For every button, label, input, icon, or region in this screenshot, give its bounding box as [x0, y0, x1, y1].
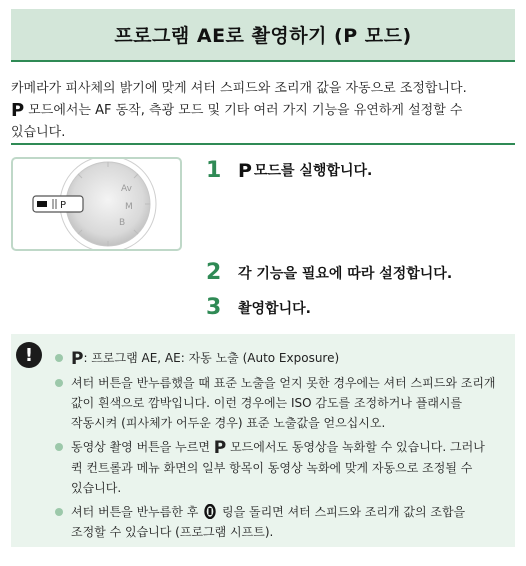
title-bar	[11, 9, 515, 62]
note-list	[55, 348, 507, 546]
caution-icon: !	[16, 342, 42, 368]
p-mode-mark: P	[71, 349, 84, 369]
step-1	[206, 158, 372, 183]
step-3	[206, 295, 311, 320]
note-item: 셔터 버튼을 반누름한 후 링을 돌리면 셔터 스피드와 조리개 값의 조합을 조정할 수 있습니다 (프로그램 시프트).	[55, 502, 507, 542]
bullet-icon	[55, 379, 63, 387]
mode-dial-icon	[13, 159, 180, 249]
bullet-icon	[55, 443, 63, 451]
step-2	[206, 260, 452, 285]
bullet-icon	[55, 354, 63, 362]
intro-line-3: 있습니다.	[11, 125, 66, 140]
step-number: 1	[206, 158, 222, 183]
step-text: 각 기능을 필요에 따라 설정합니다.	[238, 265, 453, 282]
note-item: P: 프로그램 AE, AE: 자동 노출 (Auto Exposure)	[55, 348, 507, 369]
control-ring-icon	[204, 504, 216, 519]
intro-paragraph	[11, 78, 515, 144]
p-mode-mark: P	[238, 159, 252, 182]
svg-text:M: M	[125, 202, 133, 212]
divider	[11, 143, 515, 145]
step-number: 2	[206, 260, 222, 285]
dial-p-label: P	[60, 200, 67, 211]
p-mode-mark: P	[11, 100, 25, 121]
step-text: 촬영합니다.	[238, 300, 311, 317]
caution-note	[11, 334, 515, 547]
note-item: 셔터 버튼을 반누름했을 때 표준 노출을 얻지 못한 경우에는 셔터 스피드와 조리개 값이 흰색으로 깜박입니다. 이런 경우에는 ISO 감도를 조정하거나 플래시를 작동시켜 (피사체가 어두운 경우) 표준 노출값을 얻으십시오.	[55, 373, 507, 433]
intro-line-2: P 모드에서는 AF 동작, 측광 모드 및 기타 여러 가지 기능을 유연하게 설정할 수	[11, 100, 463, 121]
note-item: 동영상 촬영 버튼을 누르면 P 모드에서도 동영상을 녹화할 수 있습니다. 그러나 퀵 컨트롤과 메뉴 화면의 일부 항목이 동영상 녹화에 맞게 자동으로 조정될 수 있습니다.	[55, 437, 507, 498]
p-mode-mark: P	[213, 438, 227, 458]
step-number: 3	[206, 295, 222, 320]
svg-text:Av: Av	[121, 184, 132, 194]
svg-text:B: B	[119, 218, 126, 228]
mode-dial-illustration	[11, 157, 182, 251]
page-title: 프로그램 AE로 촬영하기 (P 모드)	[114, 25, 412, 47]
bullet-icon	[55, 508, 63, 516]
intro-line-1: 카메라가 피사체의 밝기에 맞게 셔터 스피드와 조리개 값을 자동으로 조정합니다.	[11, 81, 467, 96]
step-text: P 모드를 실행합니다.	[238, 159, 373, 182]
